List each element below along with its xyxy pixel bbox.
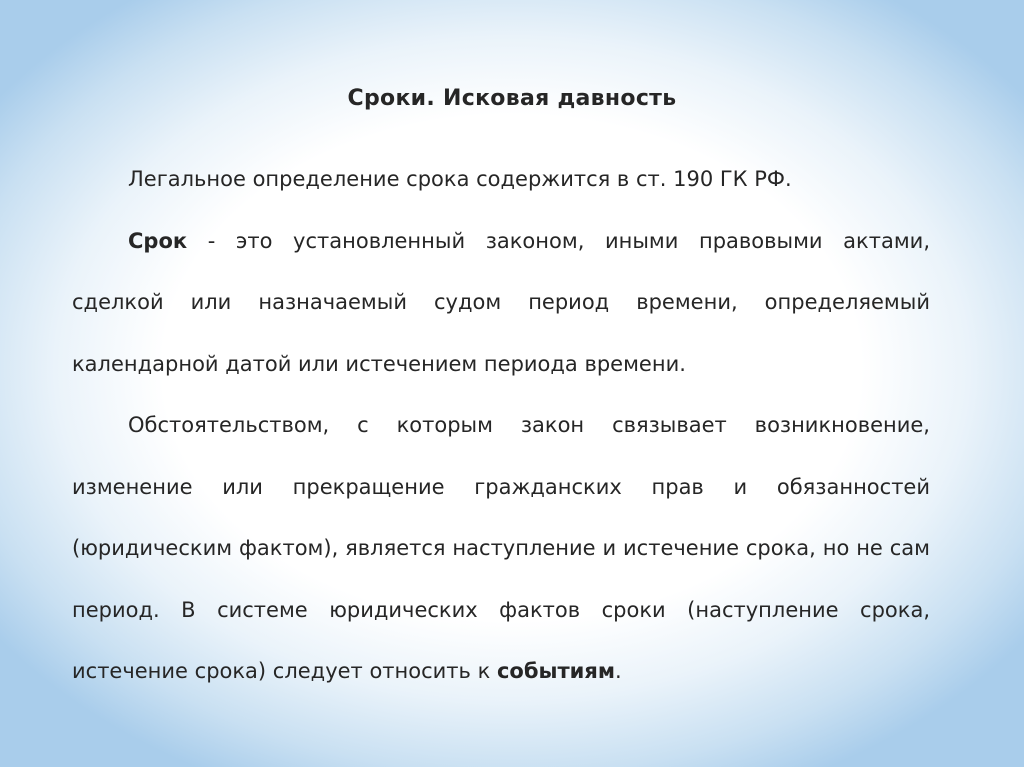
slide-title: Сроки. Исковая давность	[347, 86, 677, 111]
paragraph-term-definition	[72, 211, 930, 396]
paragraph-text: Легальное определение срока содержится в ст. 190 ГК РФ.	[128, 167, 792, 191]
paragraph-text: Обстоятельством, с которым закон связывает возникновение, изменение или прекращение гражданских прав и обязанностей (юридическим фактом), является наступление и истечение срока, но не сам период. В системе юридических фактов сроки (наступление срока, истечение срока) следует относить к	[72, 413, 930, 683]
paragraph-legal-definition	[72, 149, 930, 211]
slide-body	[72, 149, 930, 703]
term-bold: Срок	[128, 228, 188, 253]
paragraph-end: .	[615, 659, 622, 683]
paragraph-text: - это установленный законом, иными правовыми актами, сделкой или назначаемый судом период времени, определяемый календарной датой или истечением периода времени.	[72, 228, 930, 376]
events-bold: событиям	[496, 659, 616, 683]
paragraph-legal-fact	[72, 395, 930, 703]
